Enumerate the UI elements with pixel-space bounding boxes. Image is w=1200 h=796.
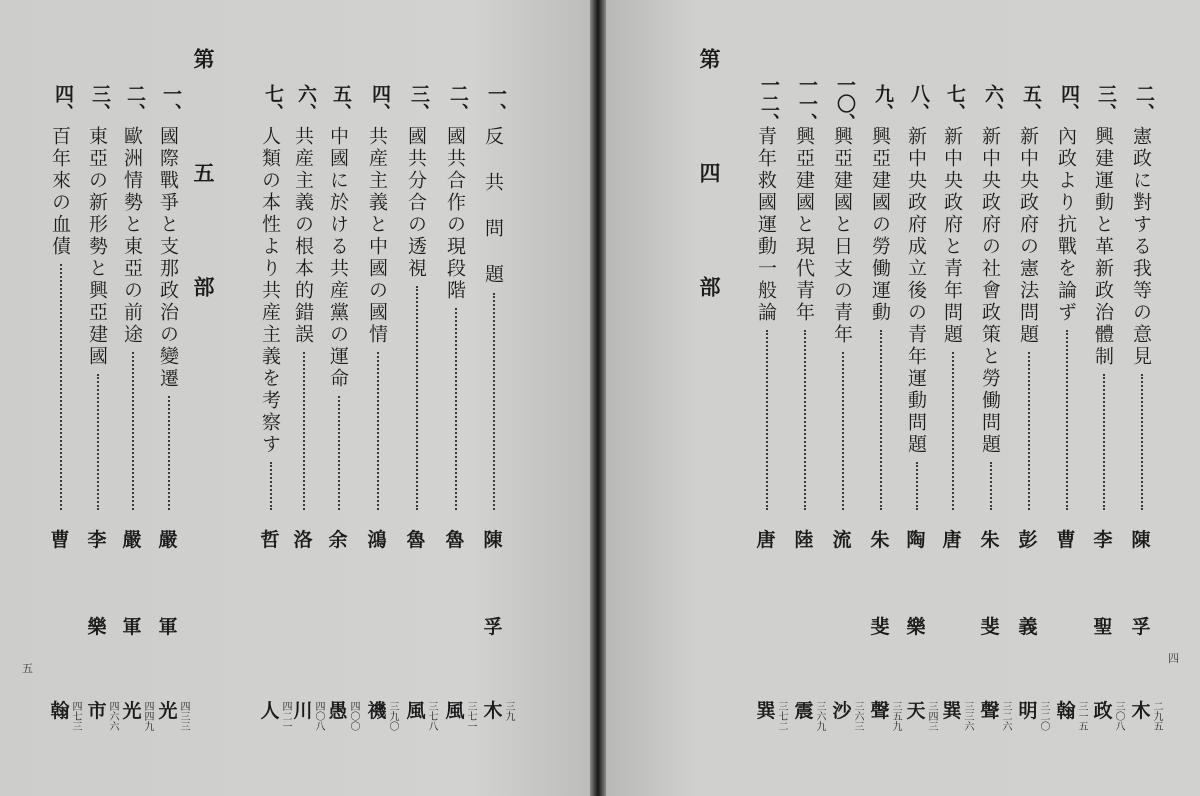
page-number: 三六九 <box>814 701 825 731</box>
page-number: 三二六 <box>1000 701 1011 731</box>
entry-number: 四、 <box>369 84 391 122</box>
entry-title: 青年救國運動一般論 <box>755 126 777 324</box>
author-middle-char: 軍 <box>122 616 142 638</box>
dotted-leader <box>1028 352 1030 510</box>
author-given-name: 巽 <box>942 700 962 722</box>
entry-number: 二、 <box>447 84 469 122</box>
author-given-name: 木 <box>1131 700 1151 722</box>
dotted-leader <box>1141 374 1143 510</box>
author-surname: 余 <box>328 529 348 551</box>
dotted-leader <box>1066 330 1068 510</box>
book-gutter <box>590 0 606 796</box>
author-surname: 朱 <box>870 529 890 551</box>
dotted-leader <box>168 396 170 510</box>
dotted-leader <box>97 374 99 510</box>
entry-title: 共産主義の根本的錯誤 <box>292 126 314 346</box>
author-surname: 陸 <box>794 529 814 551</box>
entry-number: 一〇、 <box>834 74 856 132</box>
dotted-leader <box>455 308 457 510</box>
entry-title: 反 共 問 題 <box>482 126 504 287</box>
author-given-name: 明 <box>1018 700 1038 722</box>
dotted-leader <box>60 264 62 510</box>
page-number: 三四三 <box>926 701 937 731</box>
entry-title: 百年來の血債 <box>49 126 71 258</box>
page-number: 四〇八 <box>313 701 324 731</box>
page-number: 三九〇 <box>387 701 398 731</box>
entry-title: 內政より抗戰を論ず <box>1055 126 1077 324</box>
page-number: 二九五 <box>1151 701 1162 731</box>
author-middle-char: 孚 <box>1131 616 1151 638</box>
author-surname: 李 <box>1093 529 1113 551</box>
page-number: 四四九 <box>142 701 153 731</box>
dotted-leader <box>842 352 844 510</box>
author-surname: 李 <box>87 529 107 551</box>
entry-title: 興建運動と革新政治體制 <box>1092 126 1114 368</box>
entry-title: 興亞建國と日支の青年 <box>831 126 853 346</box>
dotted-leader <box>804 330 806 510</box>
author-given-name: 震 <box>794 700 814 722</box>
left-page <box>0 0 590 796</box>
entry-title: 中國に於ける共産黨の運命 <box>327 126 349 390</box>
entry-title: 新中央政府成立後の青年運動問題 <box>905 126 927 456</box>
page-folio-right: 四 <box>1168 652 1179 665</box>
entry-title: 新中央政府と青年問題 <box>941 126 963 346</box>
dotted-leader <box>952 352 954 510</box>
page-number: 三二〇 <box>1038 701 1049 731</box>
page-number: 四二一 <box>280 701 291 731</box>
entry-title: 人類の本性より共産主義を考察す <box>259 126 281 456</box>
entry-number: 九、 <box>872 84 894 122</box>
entry-title: 共産主義と中國の國情 <box>366 126 388 346</box>
dotted-leader <box>270 462 272 510</box>
author-surname: 曹 <box>50 529 70 551</box>
entry-title: 東亞の新形勢と興亞建國 <box>86 126 108 368</box>
author-given-name: 光 <box>122 700 142 722</box>
page-folio-left: 五 <box>22 662 33 675</box>
entry-number: 一、 <box>485 84 507 122</box>
author-middle-char: 樂 <box>87 616 107 638</box>
author-surname: 嚴 <box>122 529 142 551</box>
dotted-leader <box>303 352 305 510</box>
author-given-name: 天 <box>906 700 926 722</box>
entry-number: 七、 <box>944 84 966 122</box>
page-number: 四〇〇 <box>348 701 359 731</box>
author-surname: 陳 <box>483 529 503 551</box>
entry-title: 國共合作の現段階 <box>444 126 466 302</box>
author-given-name: 巽 <box>756 700 776 722</box>
author-middle-char: 斐 <box>980 616 1000 638</box>
author-surname: 洛 <box>293 529 313 551</box>
author-given-name: 市 <box>87 700 107 722</box>
entry-number: 四、 <box>1058 84 1080 122</box>
dotted-leader <box>990 462 992 510</box>
entry-number: 七、 <box>262 84 284 122</box>
right-page <box>606 0 1200 796</box>
entry-number: 八、 <box>908 84 930 122</box>
author-given-name: 川 <box>293 700 313 722</box>
page-number: 三七一 <box>465 701 476 731</box>
page-number: 四三三 <box>178 701 189 731</box>
entry-number: 三、 <box>408 84 430 122</box>
author-surname: 流 <box>832 529 852 551</box>
author-surname: 魯 <box>406 529 426 551</box>
dotted-leader <box>377 352 379 510</box>
author-middle-char: 聖 <box>1093 616 1113 638</box>
author-surname: 唐 <box>756 529 776 551</box>
page-number: 三三六 <box>962 701 973 731</box>
author-surname: 鴻 <box>367 529 387 551</box>
author-given-name: 沙 <box>832 700 852 722</box>
author-given-name: 風 <box>445 700 465 722</box>
entry-number: 二、 <box>124 84 146 122</box>
author-surname: 哲 <box>260 529 280 551</box>
author-surname: 嚴 <box>158 529 178 551</box>
author-given-name: 政 <box>1093 700 1113 722</box>
entry-number: 一二、 <box>758 74 780 132</box>
dotted-leader <box>338 396 340 510</box>
author-given-name: 翰 <box>1056 700 1076 722</box>
entry-number: 四、 <box>52 84 74 122</box>
author-middle-char: 斐 <box>870 616 890 638</box>
page-number: 三九 <box>503 701 514 721</box>
entry-number: 一一、 <box>796 74 818 132</box>
entry-title: 新中央政府の憲法問題 <box>1017 126 1039 346</box>
dotted-leader <box>916 462 918 510</box>
entry-number: 二、 <box>1133 84 1155 122</box>
entry-title: 國際戰爭と支那政治の變遷 <box>157 126 179 390</box>
page-number: 三六三 <box>852 701 863 731</box>
entry-title: 興亞建國の勞働運動 <box>869 126 891 324</box>
page-number: 四六六 <box>107 701 118 731</box>
author-surname: 陳 <box>1131 529 1151 551</box>
page-number: 三七二 <box>776 701 787 731</box>
author-surname: 陶 <box>906 529 926 551</box>
author-given-name: 聲 <box>980 700 1000 722</box>
author-given-name: 翰 <box>50 700 70 722</box>
author-middle-char: 孚 <box>483 616 503 638</box>
author-surname: 朱 <box>980 529 1000 551</box>
dotted-leader <box>1103 374 1105 510</box>
entry-title: 國共分合の透視 <box>405 126 427 280</box>
part-heading-5: 第 五 部 <box>191 48 216 333</box>
entry-title: 新中央政府の社會政策と勞働問題 <box>979 126 1001 456</box>
page-number: 三五九 <box>890 701 901 731</box>
entry-title: 歐洲情勢と東亞の前途 <box>121 126 143 346</box>
entry-number: 三、 <box>1095 84 1117 122</box>
author-middle-char: 樂 <box>906 616 926 638</box>
page-number: 四七三 <box>70 701 81 731</box>
author-given-name: 木 <box>483 700 503 722</box>
entry-title: 憲政に對する我等の意見 <box>1130 126 1152 368</box>
page-number: 三一五 <box>1076 701 1087 731</box>
entry-number: 三、 <box>89 84 111 122</box>
author-given-name: 風 <box>406 700 426 722</box>
dotted-leader <box>132 352 134 510</box>
dotted-leader <box>416 286 418 510</box>
entry-number: 六、 <box>982 84 1004 122</box>
dotted-leader <box>766 330 768 510</box>
page-number: 三〇八 <box>1113 701 1124 731</box>
entry-number: 五、 <box>330 84 352 122</box>
page-number: 三七八 <box>426 701 437 731</box>
author-surname: 唐 <box>942 529 962 551</box>
author-surname: 魯 <box>445 529 465 551</box>
part-heading-4: 第 四 部 <box>697 48 722 333</box>
author-surname: 曹 <box>1056 529 1076 551</box>
author-middle-char: 義 <box>1018 616 1038 638</box>
entry-number: 五、 <box>1020 84 1042 122</box>
author-given-name: 禨 <box>367 700 387 722</box>
dotted-leader <box>880 330 882 510</box>
entry-title: 興亞建國と現代青年 <box>793 126 815 324</box>
author-surname: 彭 <box>1018 529 1038 551</box>
dotted-leader <box>493 293 495 510</box>
entry-number: 六、 <box>295 84 317 122</box>
author-given-name: 人 <box>260 700 280 722</box>
author-given-name: 聲 <box>870 700 890 722</box>
author-middle-char: 軍 <box>158 616 178 638</box>
author-given-name: 愚 <box>328 700 348 722</box>
entry-number: 一、 <box>160 84 182 122</box>
author-given-name: 光 <box>158 700 178 722</box>
